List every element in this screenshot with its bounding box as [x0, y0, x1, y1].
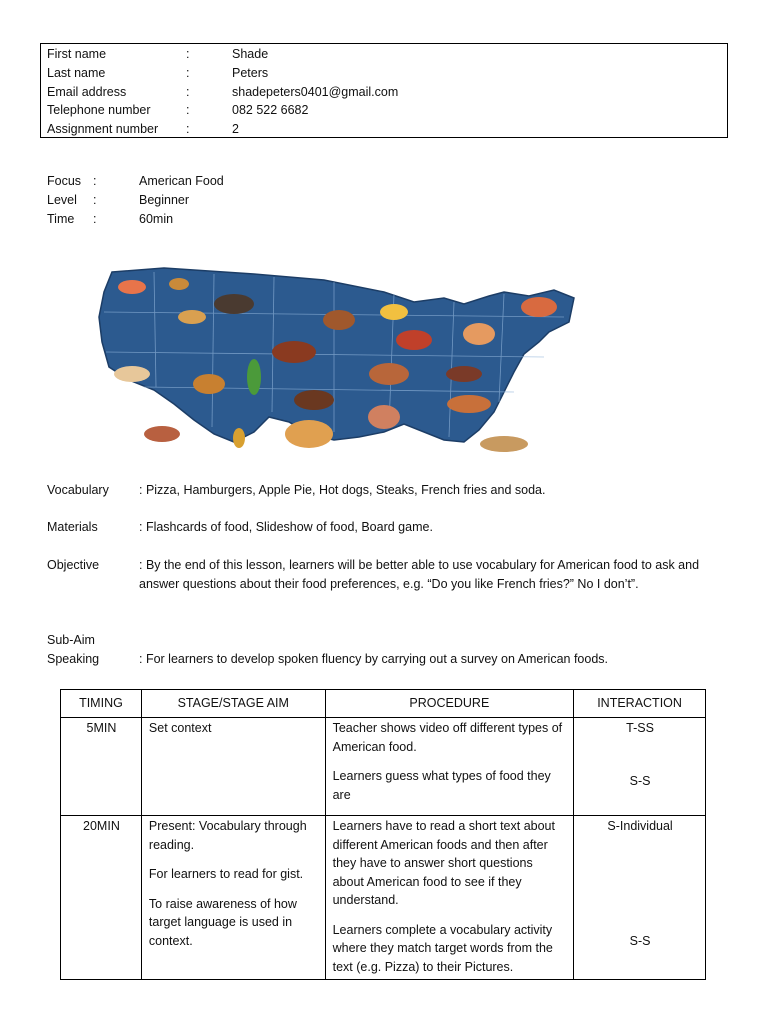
- info-colon: :: [186, 103, 190, 118]
- meta-label: Focus: [47, 174, 82, 188]
- info-label: Telephone number: [47, 103, 151, 118]
- info-row-assignment: [47, 120, 721, 139]
- stage-text: Set context: [148, 721, 212, 735]
- materials-section: [47, 518, 727, 537]
- procedure-text: Learners complete a vocabulary activity where they match target words from the text (e.g. Pizza) to their Pictures.: [332, 922, 553, 974]
- subaim-title: Sub-Aim: [47, 633, 95, 647]
- speaking-label: Speaking: [47, 652, 100, 666]
- vocabulary-label: Vocabulary: [47, 483, 109, 497]
- info-colon: :: [186, 47, 190, 61]
- vocabulary-section: [47, 481, 727, 500]
- objective-label: Objective: [47, 558, 100, 572]
- procedure-cell: [325, 718, 574, 816]
- speaking-section: [47, 650, 727, 669]
- header-procedure: PROCEDURE: [325, 690, 574, 718]
- stage-text: To raise awareness of how target language is used in context.: [148, 896, 297, 948]
- interaction-cell: [574, 816, 706, 980]
- vocabulary-value: : Pizza, Hamburgers, Apple Pie, Hot dogs, Steaks, French fries and soda.: [139, 483, 546, 497]
- meta-row-time: [47, 210, 224, 229]
- interaction-text: S-S: [629, 933, 651, 948]
- procedure-text: Teacher shows video off different types of American food.: [332, 721, 563, 754]
- info-row-first-name: [47, 45, 721, 64]
- info-label: Assignment number: [47, 122, 159, 137]
- table-header-row: [61, 690, 706, 718]
- meta-colon: :: [93, 212, 97, 226]
- materials-value: : Flashcards of food, Slideshow of food, Board game.: [139, 520, 433, 534]
- info-label: Last name: [47, 65, 106, 80]
- info-row-telephone: [47, 101, 721, 120]
- lesson-plan-table: [60, 689, 706, 980]
- meta-value: American Food: [139, 174, 224, 188]
- table-row: [61, 718, 706, 816]
- timing-cell: 20MIN: [61, 816, 142, 980]
- info-row-email: [47, 83, 721, 102]
- info-label: First name: [47, 47, 107, 61]
- meta-row-level: [47, 191, 224, 210]
- interaction-cell: [574, 718, 706, 816]
- procedure-cell: [325, 816, 574, 980]
- american-food-map-image: [84, 262, 584, 462]
- interaction-text: T-SS: [626, 721, 654, 735]
- interaction-text: S-S: [629, 773, 651, 788]
- stage-cell: [141, 816, 325, 980]
- objective-section: [47, 556, 727, 594]
- info-label: Email address: [47, 84, 127, 99]
- procedure-text: Learners have to read a short text about different American foods and then after they have to answer short questions about American food to see if they understand.: [332, 819, 555, 907]
- meta-value: Beginner: [139, 193, 190, 207]
- info-value: Peters: [232, 65, 269, 80]
- info-colon: :: [186, 122, 190, 137]
- meta-row-focus: [47, 172, 224, 191]
- personal-info-box: [40, 43, 728, 138]
- interaction-text: S-Individual: [607, 819, 673, 833]
- table-row: [61, 816, 706, 980]
- timing-cell: 5MIN: [61, 718, 142, 816]
- meta-label: Level: [47, 193, 77, 207]
- meta-colon: :: [93, 193, 97, 207]
- lesson-meta: [47, 172, 224, 229]
- stage-cell: [141, 718, 325, 816]
- stage-text: For learners to read for gist.: [148, 867, 304, 881]
- info-colon: :: [186, 84, 190, 99]
- procedure-text: Learners guess what types of food they are: [332, 769, 551, 802]
- info-row-last-name: [47, 64, 721, 83]
- header-stage: STAGE/STAGE AIM: [141, 690, 325, 718]
- info-value: 2: [232, 122, 239, 137]
- speaking-value: : For learners to develop spoken fluency by carrying out a survey on American foods.: [139, 652, 608, 666]
- header-interaction: INTERACTION: [574, 690, 706, 718]
- meta-label: Time: [47, 212, 75, 226]
- header-timing: TIMING: [61, 690, 142, 718]
- meta-colon: :: [93, 174, 97, 188]
- meta-value: 60min: [139, 212, 174, 226]
- materials-label: Materials: [47, 520, 98, 534]
- info-value: shadepeters0401@gmail.com: [232, 84, 399, 99]
- stage-text: Present: Vocabulary through reading.: [148, 819, 307, 852]
- info-colon: :: [186, 65, 190, 80]
- info-value: 082 522 6682: [232, 103, 309, 118]
- objective-value: : By the end of this lesson, learners will be better able to use vocabulary for American food to ask and answer questions about their food preferences, e.g. “Do you like French fries?” No I don’t”.: [139, 558, 700, 591]
- info-value: Shade: [232, 47, 269, 61]
